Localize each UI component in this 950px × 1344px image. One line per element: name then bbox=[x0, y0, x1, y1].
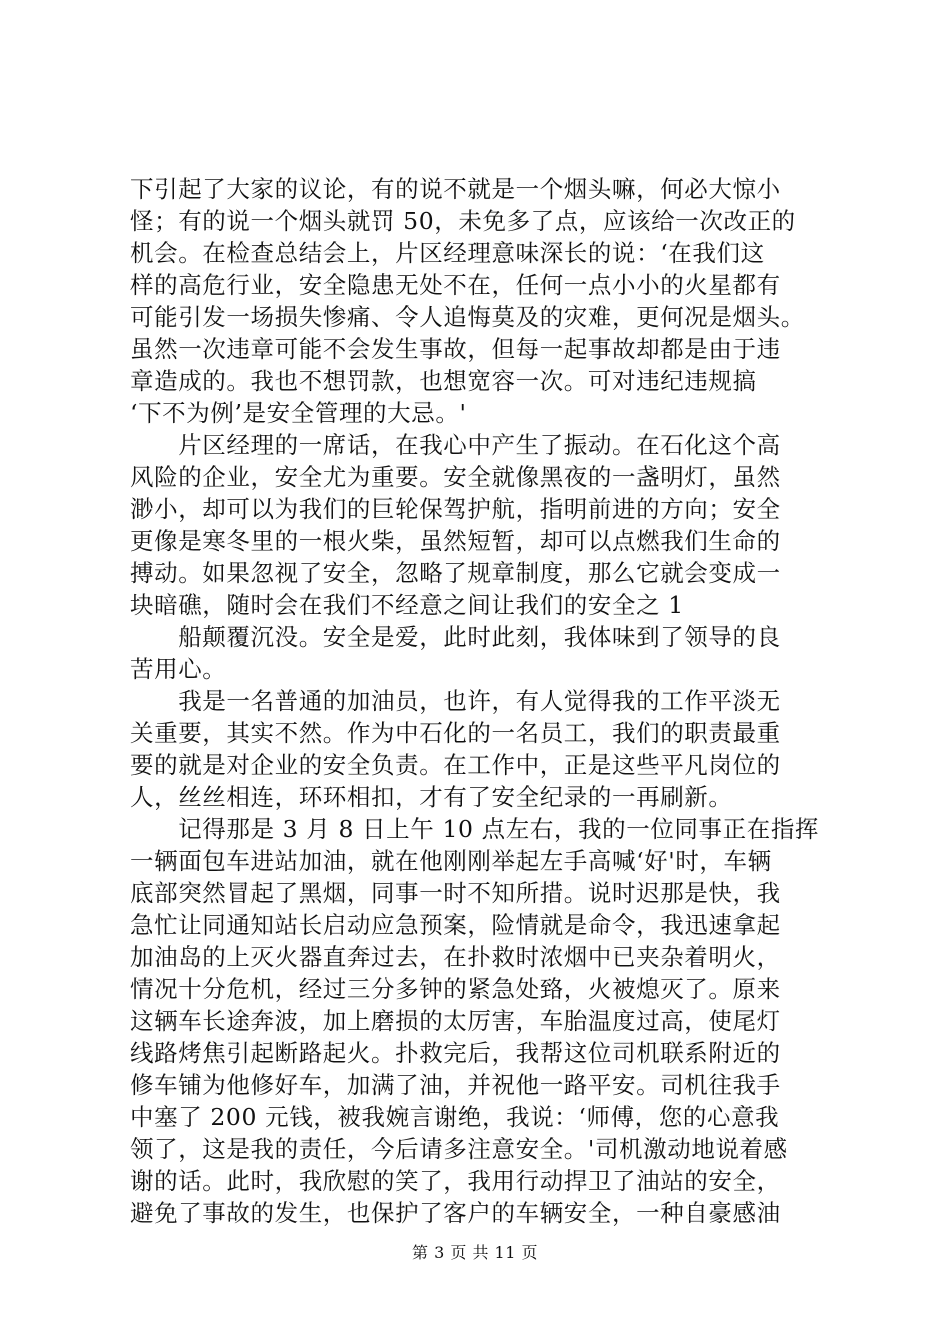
text-line: 修车铺为他修好车，加满了油，并祝他一路平安。司机往我手 bbox=[130, 1071, 781, 1099]
text-line: 避免了事故的发生，也保护了客户的车辆安全，一种自豪感油 bbox=[130, 1199, 781, 1227]
text-line: 下引起了大家的议论，有的说不就是一个烟头嘛，何必大惊小 bbox=[130, 175, 781, 203]
text-line: 更像是寒冬里的一根火柴，虽然短暂，却可以点燃我们生命的 bbox=[130, 527, 781, 555]
text-line: 我是一名普通的加油员，也许，有人觉得我的工作平淡无 bbox=[130, 687, 781, 715]
text-line: 机会。在检查总结会上，片区经理意味深长的说：‘在我们这 bbox=[130, 239, 765, 267]
body-text bbox=[130, 173, 842, 1229]
text-line: 苦用心。 bbox=[130, 655, 227, 683]
text-line: 虽然一次违章可能不会发生事故，但每一起事故却都是由于违 bbox=[130, 335, 781, 363]
text-line: 怪；有的说一个烟头就罚 50，未免多了点，应该给一次改正的 bbox=[130, 207, 796, 235]
text-line: 底部突然冒起了黑烟，同事一时不知所措。说时迟那是快，我 bbox=[130, 879, 781, 907]
text-line: 风险的企业，安全尤为重要。安全就像黑夜的一盏明灯，虽然 bbox=[130, 463, 781, 491]
text-line: 急忙让同通知站长启动应急预案，险情就是命令，我迅速拿起 bbox=[130, 911, 781, 939]
text-line: 章造成的。我也不想罚款，也想宽容一次。可对违纪违规搞 bbox=[130, 367, 757, 395]
text-line: 这辆车长途奔波，加上磨损的太厉害，车胎温度过高，使尾灯 bbox=[130, 1007, 781, 1035]
text-line: 中塞了 200 元钱，被我婉言谢绝，我说：‘师傅，您的心意我 bbox=[130, 1103, 780, 1131]
text-line: 一辆面包车进站加油，就在他刚刚举起左手高喊‘好'时，车辆 bbox=[130, 847, 772, 875]
text-line: 船颠覆沉没。安全是爱，此时此刻，我体味到了领导的良 bbox=[130, 623, 781, 651]
text-line: 领了，这是我的责任，今后请多注意安全。'司机激动地说着感 bbox=[130, 1135, 788, 1163]
text-line: 块暗礁，随时会在我们不经意之间让我们的安全之 1 bbox=[130, 591, 684, 619]
text-line: 样的高危行业，安全隐患无处不在，任何一点小小的火星都有 bbox=[130, 271, 781, 299]
text-line: 搏动。如果忽视了安全，忽略了规章制度，那么它就会变成一 bbox=[130, 559, 781, 587]
page-number-footer: 第 3 页 共 11 页 bbox=[412, 1243, 538, 1262]
text-line: 线路烤焦引起断路起火。扑救完后，我帮这位司机联系附近的 bbox=[130, 1039, 781, 1067]
text-line: 记得那是 3 月 8 日上午 10 点左右，我的一位同事正在指挥 bbox=[130, 815, 820, 843]
text-line: 谢的话。此时，我欣慰的笑了，我用行动捍卫了油站的安全， bbox=[130, 1167, 781, 1195]
text-line: 片区经理的一席话，在我心中产生了振动。在石化这个高 bbox=[130, 431, 781, 459]
text-line: 要的就是对企业的安全负责。在工作中，正是这些平凡岗位的 bbox=[130, 751, 781, 779]
text-line: 加油岛的上灭火器直奔过去，在扑救时浓烟中已夹杂着明火， bbox=[130, 943, 781, 971]
text-line: 关重要，其实不然。作为中石化的一名员工，我们的职责最重 bbox=[130, 719, 781, 747]
text-line: 情况十分危机，经过三分多钟的紧急处臵，火被熄灭了。原来 bbox=[130, 975, 781, 1003]
text-line: ‘下不为例’是安全管理的大忌。' bbox=[130, 399, 467, 427]
text-line: 渺小，却可以为我们的巨轮保驾护航，指明前进的方向；安全 bbox=[130, 495, 781, 523]
text-line: 人，丝丝相连，环环相扣，才有了安全纪录的一再刷新。 bbox=[130, 783, 733, 811]
text-line: 可能引发一场损失惨痛、令人追悔莫及的灾难，更何况是烟头。 bbox=[130, 303, 805, 331]
